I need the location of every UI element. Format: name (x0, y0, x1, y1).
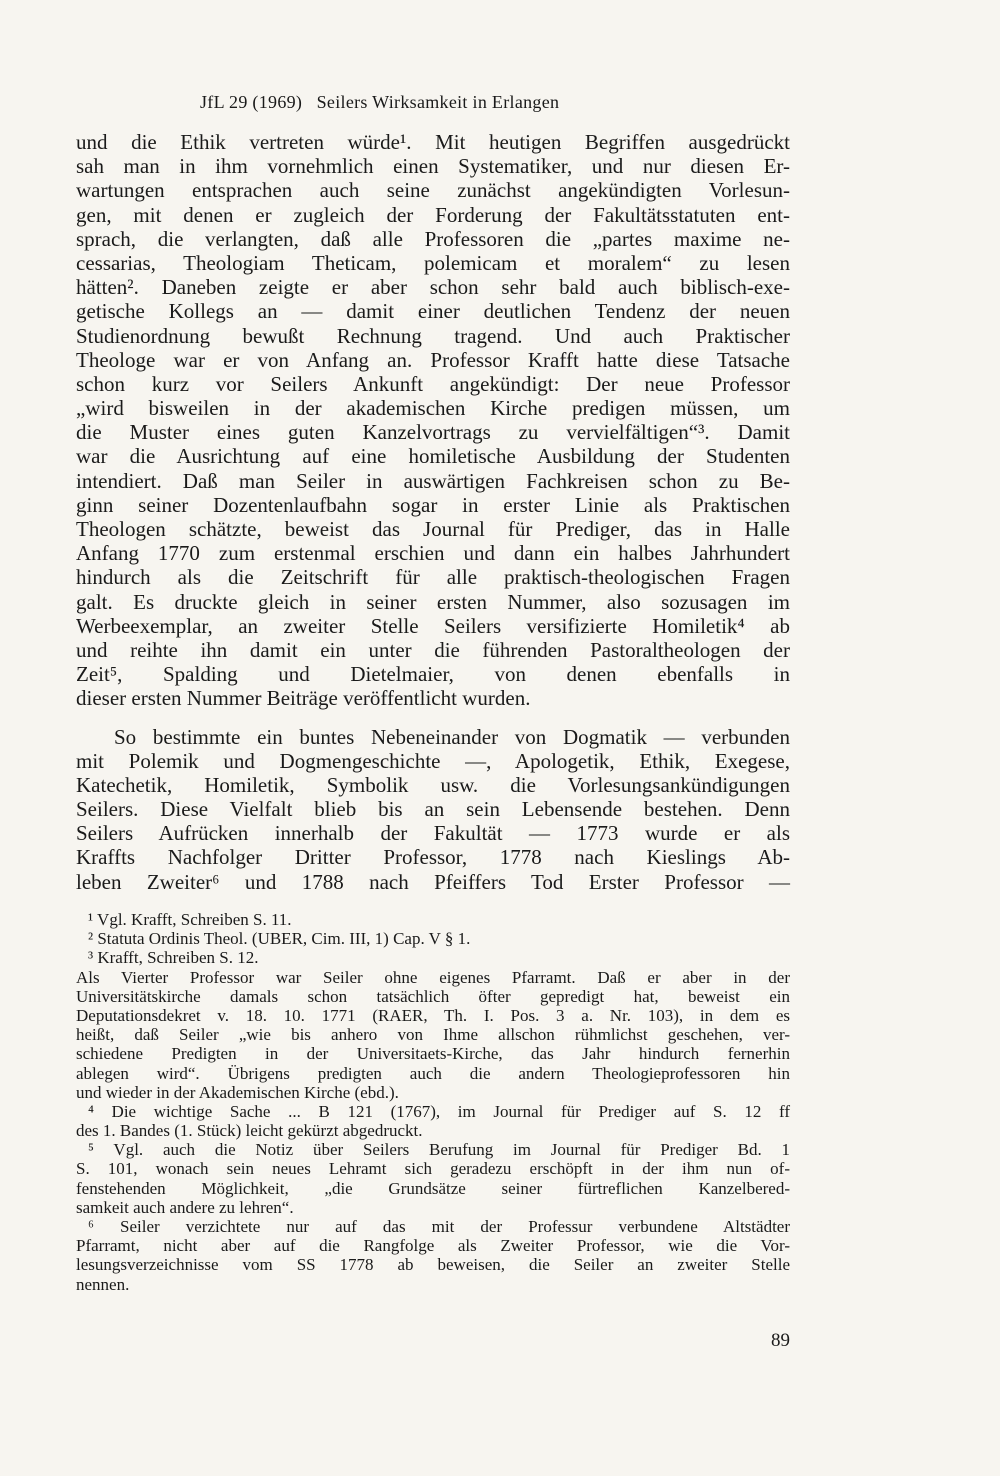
footnote-line: lesungsverzeichnisse vom SS 1778 ab beweisen, die Seiler an zweiter Stelle (76, 1255, 790, 1275)
paragraph-gap (76, 711, 790, 725)
text-line: Kraffts Nachfolger Dritter Professor, 1778 nach Kieslings Ab- (76, 845, 790, 870)
footnote-line: nennen. (76, 1274, 130, 1294)
footnote-line: des 1. Bandes (1. Stück) leicht gekürzt abgedruckt. (76, 1121, 423, 1141)
footnote-line: Deputationsdekret v. 18. 10. 1771 (RAER, Th. I. Pos. 3 a. Nr. 103), in dem es (76, 1005, 790, 1025)
footnote-line: S. 101, wonach sein neues Lehramt sich geradezu erschöpft in der ihm nun of- (76, 1159, 790, 1179)
text-line: Theologe war er von Anfang an. Professor Krafft hatte diese Tatsache (76, 347, 790, 372)
footnote-line: und wieder in der Akademischen Kirche (ebd.). (76, 1082, 399, 1102)
footnote-line: ⁵ Vgl. auch die Notiz über Seilers Berufung im Journal für Prediger Bd. 1 (88, 1140, 790, 1160)
text-line: galt. Es druckte gleich in seiner ersten Nummer, also sozusagen im (76, 589, 790, 614)
running-head: JfL 29 (1969) Seilers Wirksamkeit in Erlangen (200, 92, 560, 112)
text-line: So bestimmte ein buntes Nebeneinander von Dogmatik — verbunden (114, 724, 790, 749)
footnote-line: ⁴ Die wichtige Sache ... B 121 (1767), im Journal für Prediger auf S. 12 ff (88, 1101, 790, 1121)
page-number: 89 (771, 1330, 790, 1351)
text-line: und die Ethik vertreten würde¹. Mit heutigen Begriffen ausgedrückt (76, 130, 790, 154)
text-line: „wird bisweilen in der akademischen Kirche predigen müssen, um (76, 396, 790, 421)
footnote-line: ¹ Vgl. Krafft, Schreiben S. 11. (88, 910, 292, 929)
text-line: und reihte ihn damit ein unter die führenden Pastoraltheologen der (76, 637, 790, 662)
text-line: gen, mit denen er zugleich der Forderung der Fakultätsstatuten ent- (76, 202, 790, 227)
text-line: Werbeexemplar, an zweiter Stelle Seilers versifizierte Homiletik⁴ ab (76, 613, 790, 638)
text-line: Anfang 1770 zum erstenmal erschien und dann ein halbes Jahrhundert (76, 541, 790, 566)
footnote-line: samkeit auch andere zu lehren“. (76, 1197, 294, 1217)
text-line: dieser ersten Nummer Beiträge veröffentlicht wurden. (76, 686, 531, 711)
text-line: Studienordnung bewußt Rechnung tragend. Und auch Praktischer (76, 323, 790, 348)
footnote-line: ³ Krafft, Schreiben S. 12. (88, 948, 259, 968)
text-line: wartungen entsprachen auch seine zunächst angekündigten Vorlesun- (76, 178, 790, 203)
footnote-line: Als Vierter Professor war Seiler ohne eigenes Pfarramt. Daß er aber in der (76, 967, 790, 987)
text-line: Seilers. Diese Vielfalt blieb bis an sein Lebensende bestehen. Denn (76, 797, 790, 822)
footnote-line: ablegen wird“. Übrigens predigten auch die andern Theologieprofessoren hin (76, 1063, 790, 1083)
text-line: ginn seiner Dozentenlaufbahn sogar in erster Linie als Praktischen (76, 492, 790, 517)
text-line: leben Zweiter⁶ und 1788 nach Pfeiffers Tod Erster Professor — (76, 869, 790, 894)
text-line: mit Polemik und Dogmengeschichte —, Apologetik, Ethik, Exegese, (76, 748, 790, 773)
text-line: Theologen schätzte, beweist das Journal für Prediger, das in Halle (76, 517, 790, 541)
text-line: war die Ausrichtung auf eine homiletische Ausbildung der Studenten (76, 444, 790, 469)
text-line: sah man in ihm vornehmlich einen Systematiker, und nur diesen Er- (76, 154, 790, 179)
text-line: cessarias, Theologiam Theticam, polemicam et moralem“ zu lesen (76, 250, 790, 275)
footnote-line: fenstehenden Möglichkeit, „die Grundsätze seiner fürtreflichen Kanzelbered- (76, 1178, 790, 1198)
footnote-line: heißt, daß Seiler „wie bis anhero von Ihme allschon rühmlichst geschehen, ver- (76, 1025, 790, 1045)
text-line: die Muster eines guten Kanzelvortrags zu vervielfältigen“³. Damit (76, 420, 790, 445)
text-line: Seilers Aufrücken innerhalb der Fakultät — 1773 wurde er als (76, 821, 790, 846)
text-line: sprach, die verlangten, daß alle Professoren die „partes maxime ne- (76, 226, 790, 251)
footnote-line: schiedene Predigten in der Universitaets-Kirche, das Jahr hindurch fernerhin (76, 1044, 790, 1064)
footnote-line: Pfarramt, nicht aber auf die Rangfolge als Zweiter Professor, wie die Vor- (76, 1236, 790, 1256)
footnote-line: ⁶ Seiler verzichtete nur auf das mit der Professur verbundene Altstädter (88, 1217, 790, 1236)
text-line: hindurch als die Zeitschrift für alle praktisch-theologischen Fragen (76, 565, 790, 590)
text-line: intendiert. Daß man Seiler in auswärtigen Fachkreisen schon zu Be- (76, 468, 790, 493)
text-line: Katechetik, Homiletik, Symbolik usw. die Vorlesungsankündigungen (76, 772, 790, 797)
main-text (76, 130, 790, 894)
text-line: getische Kollegs an — damit einer deutlichen Tendenz der neuen (76, 299, 790, 324)
footnotes (76, 910, 790, 1294)
footnote-line: Universitätskirche damals schon tatsächlich öfter gepredigt hat, beweist ein (76, 986, 790, 1006)
text-line: hätten². Daneben zeigte er aber schon sehr bald auch biblisch-exe- (76, 275, 790, 300)
text-line: schon kurz vor Seilers Ankunft angekündigt: Der neue Professor (76, 371, 790, 396)
footnote-line: ² Statuta Ordinis Theol. (UBER, Cim. III, 1) Cap. V § 1. (88, 929, 471, 949)
text-line: Zeit⁵, Spalding und Dietelmaier, von denen ebenfalls in (76, 662, 790, 687)
